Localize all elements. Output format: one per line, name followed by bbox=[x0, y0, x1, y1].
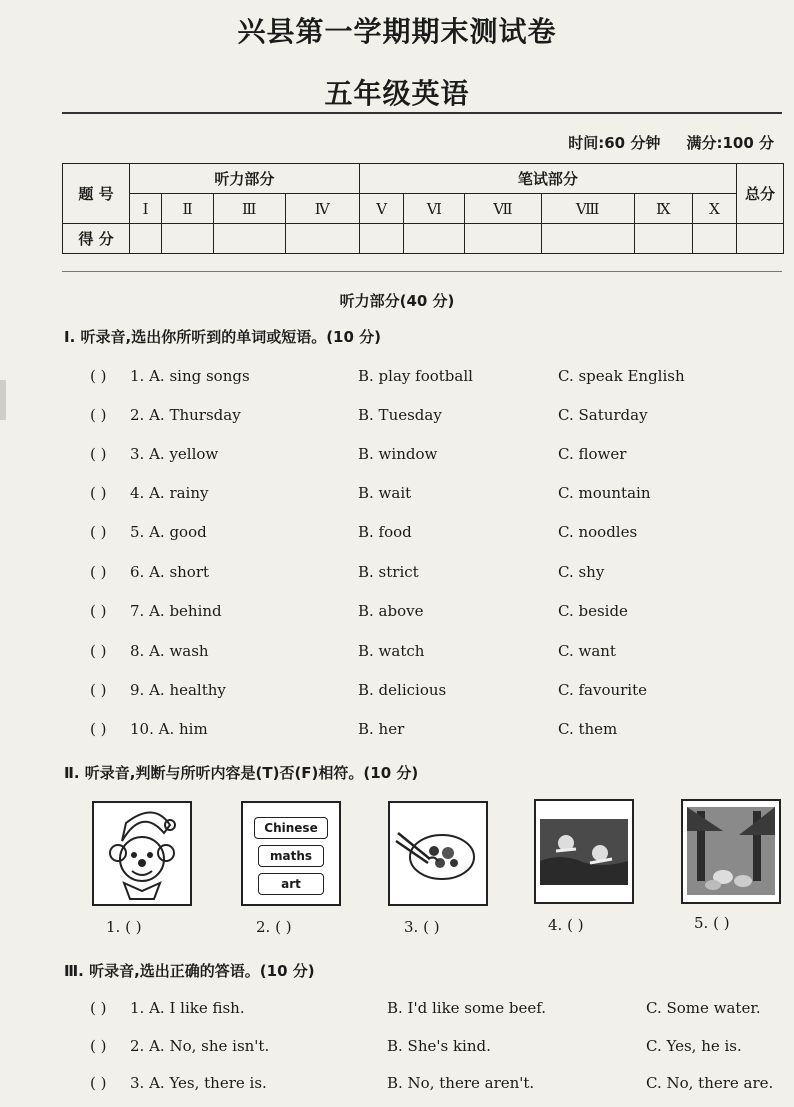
option-a: 2. A. No, she isn't. bbox=[130, 1037, 270, 1055]
question-row bbox=[0, 484, 794, 508]
question-row bbox=[0, 602, 794, 626]
option-b: B. play football bbox=[358, 367, 473, 385]
question-row bbox=[0, 681, 794, 705]
score-cell[interactable] bbox=[737, 224, 784, 254]
swimming-icon bbox=[536, 801, 632, 902]
option-a: 9. A. healthy bbox=[130, 681, 226, 699]
listening-section-title: 听力部分(40 分) bbox=[339, 292, 455, 310]
exam-meta bbox=[568, 132, 774, 153]
answer-blank[interactable]: ( ) bbox=[90, 642, 107, 660]
picture-3-answer[interactable]: 3. ( ) bbox=[404, 918, 440, 936]
answer-blank[interactable]: ( ) bbox=[90, 720, 107, 738]
col-header: Ⅴ bbox=[359, 194, 404, 224]
option-c: C. flower bbox=[558, 445, 627, 463]
picture-4-answer[interactable]: 4. ( ) bbox=[548, 916, 584, 934]
option-c: C. Saturday bbox=[558, 406, 648, 424]
score-table bbox=[62, 163, 784, 254]
col-header: Ⅱ bbox=[162, 194, 214, 224]
col-header: Ⅸ bbox=[634, 194, 692, 224]
food-plate-icon bbox=[390, 803, 486, 904]
answer-blank[interactable]: ( ) bbox=[90, 1037, 107, 1055]
answer-blank[interactable]: ( ) bbox=[90, 445, 107, 463]
col-header: Ⅰ bbox=[130, 194, 162, 224]
score-cell[interactable] bbox=[285, 224, 359, 254]
title-divider bbox=[62, 112, 782, 114]
option-a: 5. A. good bbox=[130, 523, 207, 541]
time-limit: 时间:60 分钟 bbox=[568, 134, 661, 152]
option-a: 2. A. Thursday bbox=[130, 406, 241, 424]
answer-blank[interactable]: ( ) bbox=[90, 367, 107, 385]
score-cell[interactable] bbox=[130, 224, 162, 254]
picture-2 bbox=[241, 801, 341, 906]
subject-tag: art bbox=[258, 873, 324, 895]
option-c: C. want bbox=[558, 642, 616, 660]
section3-title: Ⅲ. 听录音,选出正确的答语。(10 分) bbox=[64, 962, 315, 980]
question-row bbox=[0, 406, 794, 430]
option-c: C. Some water. bbox=[646, 999, 761, 1017]
full-score: 满分:100 分 bbox=[686, 134, 774, 152]
row-label-score: 得 分 bbox=[63, 224, 130, 254]
answer-blank[interactable]: ( ) bbox=[90, 406, 107, 424]
option-c: C. shy bbox=[558, 563, 605, 581]
option-b: B. Tuesday bbox=[358, 406, 442, 424]
col-header: Ⅵ bbox=[404, 194, 465, 224]
option-a: 8. A. wash bbox=[130, 642, 209, 660]
score-cell[interactable] bbox=[634, 224, 692, 254]
section1-title: Ⅰ. 听录音,选出你所听到的单词或短语。(10 分) bbox=[64, 328, 382, 346]
score-cell[interactable] bbox=[404, 224, 465, 254]
option-b: B. delicious bbox=[358, 681, 447, 699]
picture-1 bbox=[92, 801, 192, 906]
col-header: Ⅷ bbox=[541, 194, 634, 224]
option-b: B. She's kind. bbox=[387, 1037, 491, 1055]
subject-tag: maths bbox=[258, 845, 324, 867]
question-row bbox=[0, 1037, 794, 1061]
listening-group-header: 听力部分 bbox=[130, 164, 360, 194]
score-cell[interactable] bbox=[162, 224, 214, 254]
option-b: B. her bbox=[358, 720, 405, 738]
option-b: B. window bbox=[358, 445, 438, 463]
col-header: Ⅹ bbox=[692, 194, 736, 224]
question-row bbox=[0, 367, 794, 391]
option-a: 3. A. yellow bbox=[130, 445, 219, 463]
exam-subtitle: 五年级英语 bbox=[324, 77, 470, 110]
option-b: B. wait bbox=[358, 484, 412, 502]
score-cell[interactable] bbox=[465, 224, 542, 254]
clown-icon bbox=[94, 803, 190, 904]
col-header: Ⅶ bbox=[465, 194, 542, 224]
answer-blank[interactable]: ( ) bbox=[90, 484, 107, 502]
section2-title: Ⅱ. 听录音,判断与所听内容是(T)否(F)相符。(10 分) bbox=[64, 764, 419, 782]
picture-1-answer[interactable]: 1. ( ) bbox=[106, 918, 142, 936]
option-b: B. food bbox=[358, 523, 412, 541]
question-row bbox=[0, 445, 794, 469]
option-a: 1. A. I like fish. bbox=[130, 999, 245, 1017]
total-header: 总分 bbox=[737, 164, 784, 224]
option-c: C. noodles bbox=[558, 523, 638, 541]
question-row bbox=[0, 563, 794, 587]
writing-group-header: 笔试部分 bbox=[359, 164, 736, 194]
question-row bbox=[0, 999, 794, 1023]
answer-blank[interactable]: ( ) bbox=[90, 681, 107, 699]
option-a: 1. A. sing songs bbox=[130, 367, 250, 385]
subjects-icon bbox=[243, 803, 339, 895]
question-row bbox=[0, 1074, 794, 1098]
score-cell[interactable] bbox=[213, 224, 285, 254]
score-cell[interactable] bbox=[541, 224, 634, 254]
option-c: C. them bbox=[558, 720, 618, 738]
answer-blank[interactable]: ( ) bbox=[90, 1074, 107, 1092]
picture-3 bbox=[388, 801, 488, 906]
subject-tag: Chinese bbox=[254, 817, 328, 839]
col-header: Ⅳ bbox=[285, 194, 359, 224]
option-c: C. beside bbox=[558, 602, 628, 620]
answer-blank[interactable]: ( ) bbox=[90, 563, 107, 581]
option-b: B. above bbox=[358, 602, 424, 620]
question-row bbox=[0, 642, 794, 666]
row-label-question: 题 号 bbox=[63, 164, 130, 224]
option-c: C. speak English bbox=[558, 367, 685, 385]
picture-2-answer[interactable]: 2. ( ) bbox=[256, 918, 292, 936]
option-c: C. Yes, he is. bbox=[646, 1037, 742, 1055]
option-c: C. No, there are. bbox=[646, 1074, 774, 1092]
option-b: B. watch bbox=[358, 642, 425, 660]
answer-blank[interactable]: ( ) bbox=[90, 602, 107, 620]
picture-5 bbox=[681, 799, 781, 904]
picture-5-answer[interactable]: 5. ( ) bbox=[694, 914, 730, 932]
option-a: 4. A. rainy bbox=[130, 484, 209, 502]
score-cell[interactable] bbox=[692, 224, 736, 254]
exam-title: 兴县第一学期期末测试卷 bbox=[237, 15, 557, 48]
option-a: 7. A. behind bbox=[130, 602, 222, 620]
option-a: 10. A. him bbox=[130, 720, 208, 738]
col-header: Ⅲ bbox=[213, 194, 285, 224]
score-cell[interactable] bbox=[359, 224, 404, 254]
option-a: 6. A. short bbox=[130, 563, 210, 581]
option-b: B. strict bbox=[358, 563, 419, 581]
option-c: C. favourite bbox=[558, 681, 648, 699]
table-divider bbox=[62, 271, 782, 272]
question-row bbox=[0, 523, 794, 547]
answer-blank[interactable]: ( ) bbox=[90, 999, 107, 1017]
option-b: B. No, there aren't. bbox=[387, 1074, 535, 1092]
answer-blank[interactable]: ( ) bbox=[90, 523, 107, 541]
forest-icon bbox=[683, 801, 779, 902]
picture-4 bbox=[534, 799, 634, 904]
question-row bbox=[0, 720, 794, 744]
option-c: C. mountain bbox=[558, 484, 651, 502]
option-b: B. I'd like some beef. bbox=[387, 999, 547, 1017]
option-a: 3. A. Yes, there is. bbox=[130, 1074, 267, 1092]
